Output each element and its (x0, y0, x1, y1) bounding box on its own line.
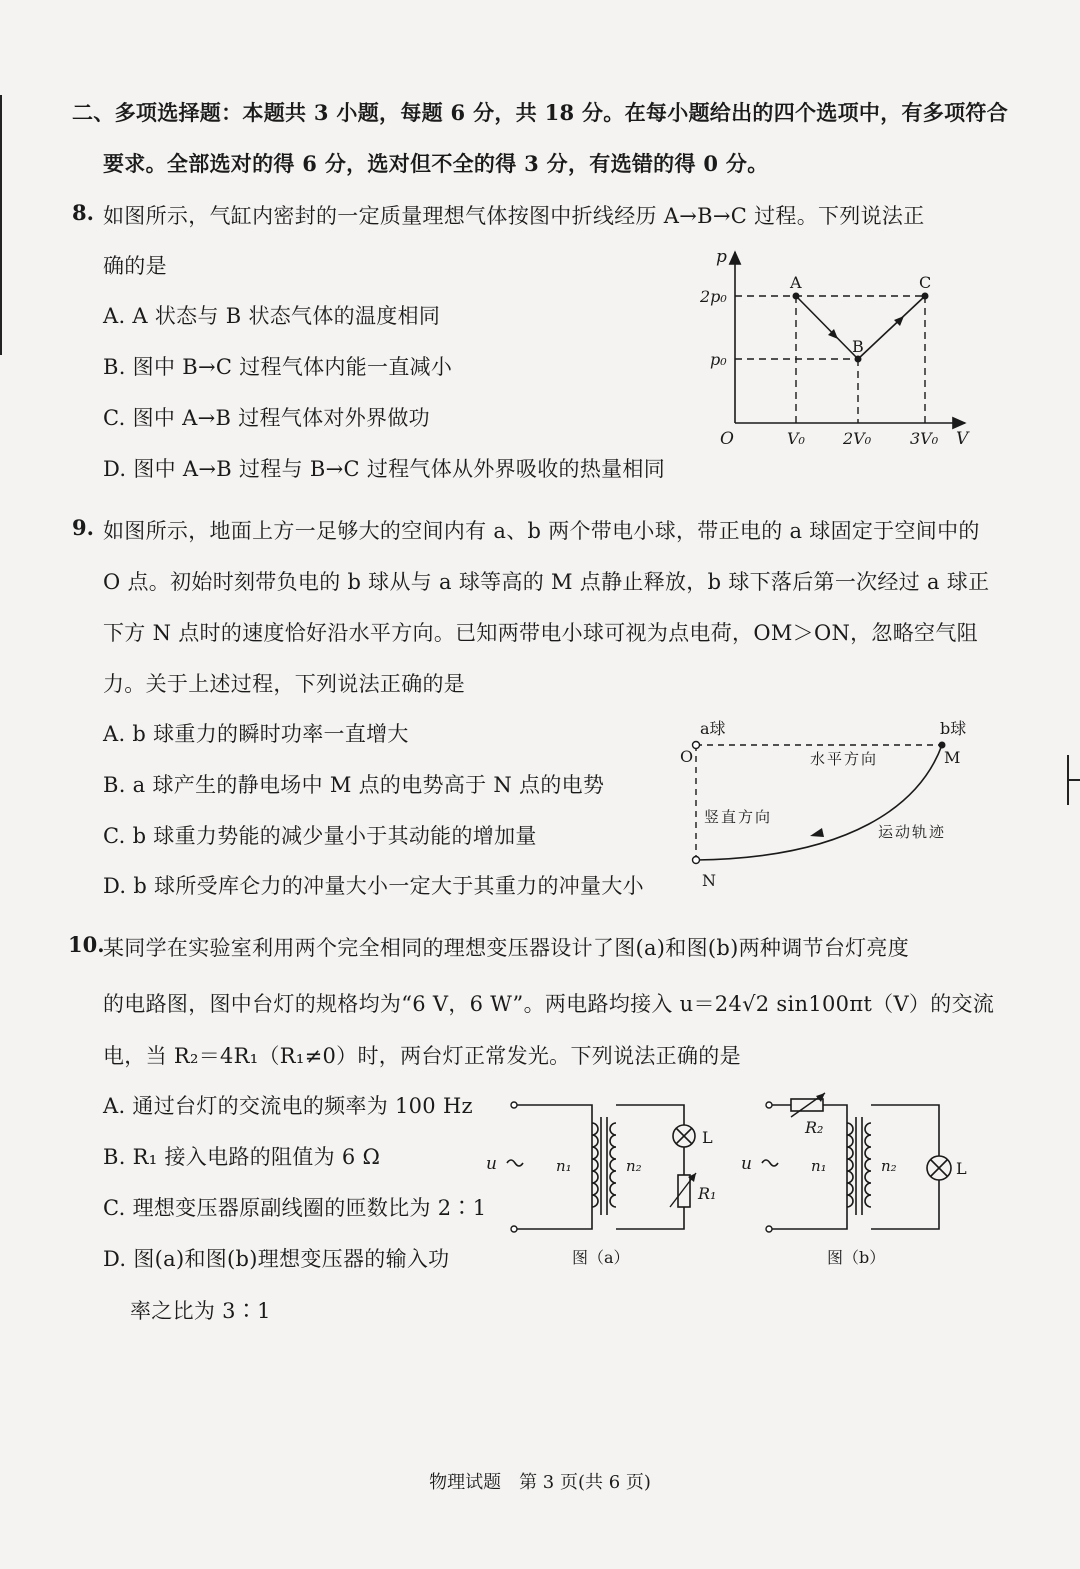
q10a-caption: 图（a） (572, 1248, 630, 1267)
q10-option-c: C. 理想变压器原副线圈的匝数比为 2∶1 (103, 1196, 487, 1220)
q8-pv-diagram (690, 240, 990, 455)
q10a-terminal-bottom (511, 1226, 517, 1232)
q8-label-o: O (720, 429, 734, 449)
q10b-caption: 图（b） (827, 1248, 886, 1267)
q9-option-c: C. b 球重力势能的减少量小于其动能的增加量 (103, 824, 537, 848)
q10b-secondary-coil (865, 1123, 871, 1207)
q10-stem-line2: 的电路图，图中台灯的规格均为“6 V，6 W”。两电路均接入 u＝24√2 sin100πt（V）的交流 (103, 992, 995, 1016)
q10a-label-r1: R₁ (698, 1184, 717, 1203)
q9-point-n (693, 857, 700, 864)
q9-stem-line2: O 点。初始时刻带负电的 b 球从与 a 球等高的 M 点静止释放，b 球下落后第一次经过 a 球正 (103, 570, 990, 594)
q8-option-d: D. 图中 A→B 过程与 B→C 过程气体从外界吸收的热量相同 (103, 457, 666, 481)
q10b-label-n2: n₂ (881, 1157, 897, 1175)
q8-label-point-b: B (852, 337, 864, 356)
q8-label-point-a: A (790, 273, 802, 292)
q10b-terminal-bottom (766, 1226, 772, 1232)
q9-option-d: D. b 球所受库仑力的冲量大小一定大于其重力的冲量大小 (103, 874, 644, 898)
q8-option-c: C. 图中 A→B 过程气体对外界做功 (103, 406, 430, 430)
q8-label-2p0: 2p₀ (700, 287, 727, 306)
q8-stem-line2: 确的是 (103, 254, 167, 278)
section-header-line1: 二、多项选择题：本题共 3 小题，每题 6 分，共 18 分。在每小题给出的四个选项中，有多项符合 (72, 100, 1009, 125)
q10a-label-n1: n₁ (556, 1157, 572, 1175)
right-edge-tick (1067, 779, 1080, 781)
q8-label-point-c: C (919, 273, 932, 292)
q8-point-a (793, 293, 800, 300)
q9-label-horizontal: 水平方向 (810, 750, 879, 768)
q10a-rheostat-r1 (678, 1175, 690, 1207)
q10a-label-u: u (486, 1154, 497, 1174)
q9-label-vertical: 竖直方向 (704, 808, 773, 826)
q10b-label-u: u (741, 1154, 752, 1174)
left-edge-line (0, 95, 2, 355)
q8-label-3v0: 3V₀ (910, 429, 939, 448)
q9-trajectory-diagram (670, 710, 980, 895)
q10a-primary-coil (592, 1123, 598, 1207)
q10-option-a: A. 通过台灯的交流电的频率为 100 Hz (103, 1094, 473, 1118)
q8-label-v0: V₀ (787, 429, 805, 448)
section-header-line2: 要求。全部选对的得 6 分，选对但不全的得 3 分，有选错的得 0 分。 (103, 151, 769, 176)
q9-label-trajectory: 运动轨迹 (878, 823, 947, 841)
q8-label-v: V (956, 429, 969, 449)
q10-stem-line3: 电，当 R₂＝4R₁（R₁≠0）时，两台灯正常发光。下列说法正确的是 (103, 1044, 741, 1068)
q10a-secondary-coil (610, 1123, 616, 1207)
q10-circuit-a (480, 1095, 730, 1275)
q8-label-2v0: 2V₀ (843, 429, 872, 448)
q8-option-b: B. 图中 B→C 过程气体内能一直减小 (103, 355, 453, 379)
q9-label-n: N (702, 871, 716, 890)
page-footer: 物理试题 第 3 页(共 6 页) (429, 1472, 651, 1493)
q8-label-p0: p₀ (710, 350, 727, 369)
q8-label-p: p (716, 247, 727, 267)
q10a-terminal-top (511, 1102, 517, 1108)
q10a-primary-wire (514, 1105, 592, 1229)
q10b-label-r2: R₂ (805, 1118, 824, 1137)
q10b-ac-source (762, 1160, 778, 1166)
q9-stem-line1: 如图所示，地面上方一足够大的空间内有 a、b 两个带电小球，带正电的 a 球固定于空间中的 (103, 519, 980, 543)
q10-option-d: D. 图(a)和图(b)理想变压器的输入功 (103, 1247, 450, 1271)
q10b-label-n1: n₁ (811, 1157, 827, 1175)
q9-option-a: A. b 球重力的瞬时功率一直增大 (103, 722, 409, 746)
q8-point-b (855, 356, 862, 363)
q10-circuit-b (735, 1095, 980, 1275)
q9-trajectory-arrow (810, 828, 824, 837)
q10a-label-n2: n₂ (626, 1157, 642, 1175)
q10b-terminal-top (766, 1102, 772, 1108)
q10-number: 10. (68, 932, 105, 957)
q8-option-a: A. A 状态与 B 状态气体的温度相同 (103, 304, 441, 328)
q10-option-b: B. R₁ 接入电路的阻值为 6 Ω (103, 1145, 381, 1169)
q10a-label-l: L (702, 1128, 713, 1147)
q10b-primary-coil (847, 1123, 853, 1207)
q9-label-a-ball: a球 (700, 719, 726, 738)
q8-point-c (922, 293, 929, 300)
q10-option-d-continued: 率之比为 3∶1 (130, 1299, 271, 1323)
q10b-label-l: L (956, 1159, 967, 1178)
q9-label-m: M (944, 748, 961, 767)
q9-label-b-ball: b球 (940, 719, 967, 738)
q10-stem-line1: 某同学在实验室利用两个完全相同的理想变压器设计了图(a)和图(b)两种调节台灯亮度 (103, 936, 910, 960)
q9-option-b: B. a 球产生的静电场中 M 点的电势高于 N 点的电势 (103, 773, 605, 797)
q8-path-ab (796, 296, 858, 359)
q8-path-bc (858, 296, 925, 359)
q9-stem-line3: 下方 N 点时的速度恰好沿水平方向。已知两带电小球可视为点电荷，OM＞ON，忽略空气阻 (103, 621, 978, 645)
q9-stem-line4: 力。关于上述过程，下列说法正确的是 (103, 672, 466, 696)
q9-number: 9. (72, 515, 94, 540)
q9-point-o (693, 742, 700, 749)
q9-label-o: O (680, 747, 694, 766)
q8-number: 8. (72, 200, 94, 225)
q10a-ac-source (507, 1160, 523, 1166)
q8-stem-line1: 如图所示，气缸内密封的一定质量理想气体按图中折线经历 A→B→C 过程。下列说法正 (103, 204, 925, 228)
